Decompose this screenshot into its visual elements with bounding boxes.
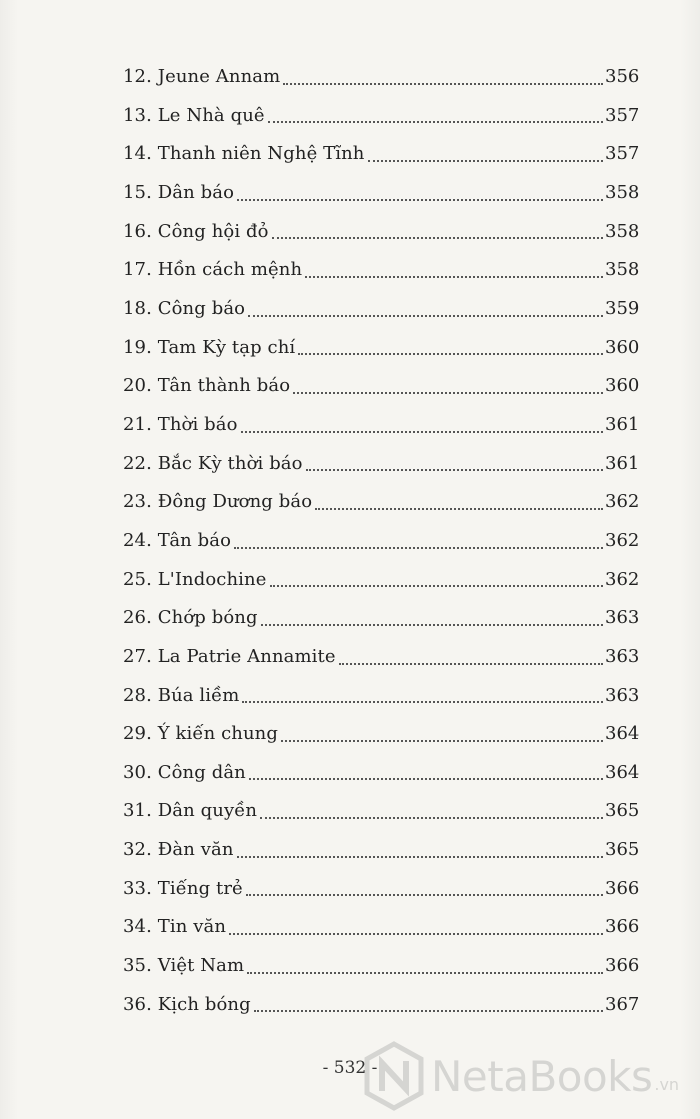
dot-leader xyxy=(248,315,603,317)
toc-entry xyxy=(123,638,639,677)
toc-entry-title: 26. Chớp bóng xyxy=(123,607,258,629)
toc-entry-page: 358 xyxy=(605,259,640,281)
toc-entry-title: 27. La Patrie Annamite xyxy=(123,645,336,667)
toc-entry-page: 363 xyxy=(605,645,640,667)
toc-entry xyxy=(123,483,639,522)
toc-entry-title: 23. Đông Dương báo xyxy=(123,491,313,513)
dot-leader xyxy=(268,121,603,123)
toc-entry-page: 365 xyxy=(605,800,640,822)
toc-entry xyxy=(123,97,639,136)
dot-leader xyxy=(305,276,603,278)
toc-entry xyxy=(123,870,639,909)
toc-entry-page: 359 xyxy=(605,297,640,319)
toc-entry xyxy=(123,367,639,406)
toc-entry xyxy=(123,135,639,174)
toc-entry-page: 358 xyxy=(605,220,640,242)
toc-entry-page: 357 xyxy=(605,104,640,126)
toc-entry xyxy=(123,213,639,252)
toc-entry-page: 357 xyxy=(605,143,640,165)
dot-leader xyxy=(270,585,604,587)
toc-entry xyxy=(123,792,639,831)
page-number: - 532 - xyxy=(322,1058,378,1078)
toc-entry-page: 366 xyxy=(605,916,640,938)
toc-entry-title: 32. Đàn văn xyxy=(123,839,234,861)
dot-leader xyxy=(272,237,603,239)
dot-leader xyxy=(229,933,603,935)
toc-entry-page: 367 xyxy=(605,993,640,1015)
toc-entry-title: 33. Tiếng trẻ xyxy=(123,877,243,899)
toc-entry-page: 363 xyxy=(605,684,640,706)
toc-entry-title: 36. Kịch bóng xyxy=(123,993,251,1015)
toc-entry-title: 12. Jeune Annam xyxy=(123,66,281,87)
dot-leader xyxy=(339,663,603,665)
dot-leader xyxy=(260,817,603,819)
table-of-contents xyxy=(123,58,639,1024)
dot-leader xyxy=(241,431,603,433)
toc-entry-title: 29. Ý kiến chung xyxy=(123,723,278,745)
toc-entry-page: 366 xyxy=(605,877,640,899)
toc-entry-page: 364 xyxy=(605,761,640,783)
toc-entry xyxy=(123,947,639,986)
dot-leader xyxy=(246,894,603,896)
toc-entry-page: 358 xyxy=(605,181,640,203)
toc-entry-page: 363 xyxy=(605,607,640,629)
dot-leader xyxy=(261,624,603,626)
dot-leader xyxy=(368,160,604,162)
toc-entry-title: 18. Công báo xyxy=(123,297,246,319)
toc-entry xyxy=(123,406,639,445)
toc-entry-title: 31. Dân quyền xyxy=(123,800,258,822)
toc-entry-title: 16. Công hội đỏ xyxy=(123,220,269,242)
toc-entry-title: 22. Bắc Kỳ thời báo xyxy=(123,452,303,474)
toc-entry xyxy=(123,986,639,1025)
toc-entry xyxy=(123,561,639,600)
toc-entry xyxy=(123,329,639,368)
toc-entry xyxy=(123,599,639,638)
toc-entry-title: 13. Le Nhà quê xyxy=(123,104,265,126)
toc-entry-page: 360 xyxy=(605,375,640,397)
toc-entry-page: 362 xyxy=(605,491,640,513)
dot-leader xyxy=(242,701,603,703)
dot-leader xyxy=(281,740,603,742)
dot-leader xyxy=(283,83,603,85)
toc-entry-page: 366 xyxy=(605,955,640,977)
dot-leader xyxy=(254,1010,603,1012)
toc-entry xyxy=(123,174,639,213)
toc-entry-title: 30. Công dân xyxy=(123,761,246,783)
toc-entry-title: 35. Việt Nam xyxy=(123,955,245,977)
dot-leader xyxy=(315,508,603,510)
toc-entry xyxy=(123,677,639,716)
toc-entry-page: 361 xyxy=(605,452,640,474)
toc-entry xyxy=(123,908,639,947)
dot-leader xyxy=(293,392,603,394)
toc-entry-title: 28. Búa liềm xyxy=(123,684,240,706)
toc-entry-page: 365 xyxy=(605,839,640,861)
toc-entry-title: 34. Tin văn xyxy=(123,916,227,938)
toc-entry-title: 17. Hồn cách mệnh xyxy=(123,259,303,281)
toc-entry xyxy=(123,831,639,870)
dot-leader xyxy=(306,469,603,471)
toc-entry-page: 356 xyxy=(605,66,640,87)
toc-entry xyxy=(123,290,639,329)
toc-entry-page: 361 xyxy=(605,413,640,435)
toc-entry-title: 15. Dân báo xyxy=(123,181,235,203)
watermark-brand: NetaBooks xyxy=(431,1051,653,1101)
toc-entry-title: 21. Thời báo xyxy=(123,413,238,435)
dot-leader xyxy=(237,856,603,858)
toc-entry xyxy=(123,251,639,290)
toc-entry-page: 362 xyxy=(605,529,640,551)
toc-entry-page: 364 xyxy=(605,723,640,745)
dot-leader xyxy=(237,199,603,201)
toc-entry-title: 25. L'Indochine xyxy=(123,568,267,590)
dot-leader xyxy=(247,972,603,974)
toc-entry-title: 19. Tam Kỳ tạp chí xyxy=(123,336,296,358)
watermark-suffix: .vn xyxy=(654,1075,680,1094)
dot-leader xyxy=(234,547,603,549)
dot-leader xyxy=(298,353,603,355)
toc-entry-page: 360 xyxy=(605,336,640,358)
toc-entry-page: 362 xyxy=(605,568,640,590)
toc-entry xyxy=(123,715,639,754)
toc-entry xyxy=(123,58,639,97)
toc-entry-title: 20. Tân thành báo xyxy=(123,375,291,397)
dot-leader xyxy=(249,778,603,780)
toc-entry xyxy=(123,754,639,793)
toc-entry xyxy=(123,445,639,484)
toc-entry xyxy=(123,522,639,561)
toc-entry-title: 24. Tân báo xyxy=(123,529,232,551)
toc-entry-title: 14. Thanh niên Nghệ Tĩnh xyxy=(123,143,365,165)
